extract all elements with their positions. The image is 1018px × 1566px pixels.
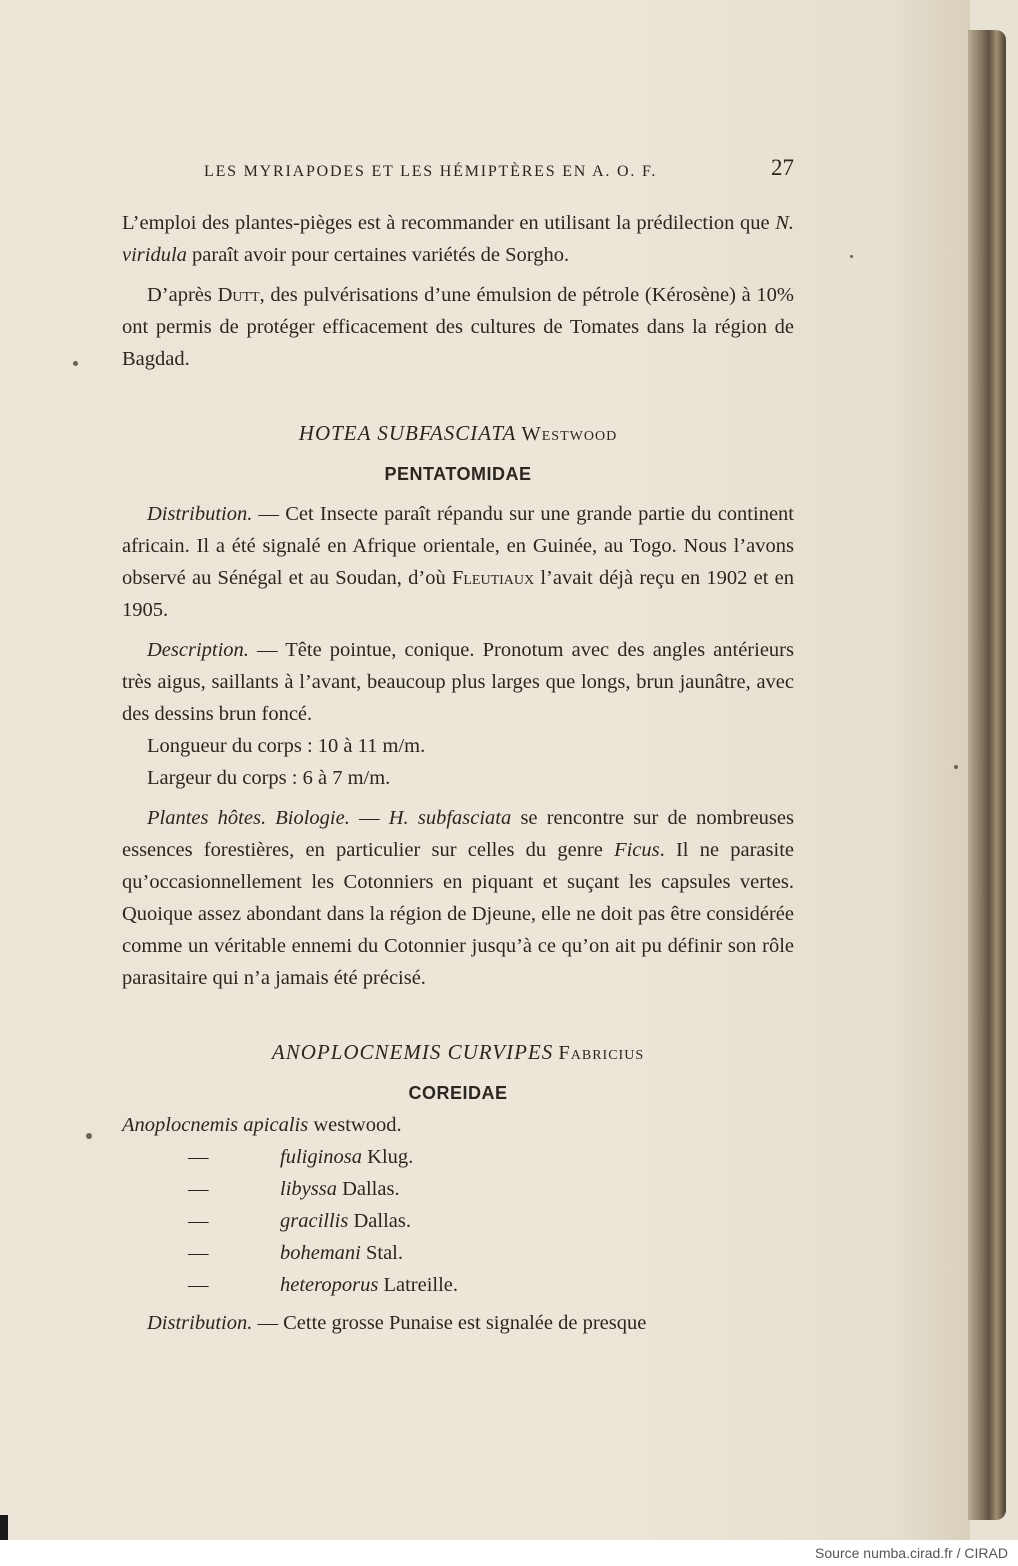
running-head-title: LES MYRIAPODES ET LES HÉMIPTÈRES EN A. O. F. — [204, 163, 658, 180]
binding-strip — [0, 1515, 8, 1540]
synonym-row: — libyssa Dallas. — [188, 1178, 400, 1200]
synonym-row: — bohemani Stal. — [188, 1242, 404, 1264]
synonym-row: — fuliginosa Klug. — [188, 1146, 414, 1168]
paragraph-distribution-anoplocnemis: Distribution. — Cette grosse Punaise est signalée de presque — [147, 1312, 647, 1334]
species-heading-hotea: HOTEA SUBFASCIATA Westwood — [298, 421, 618, 445]
running-head — [122, 155, 794, 189]
paragraph-description-hotea: Description. — Tête pointue, conique. Pronotum avec des angles antérieurs très aigus, saillants à l’avant, beaucoup plus larges que longs, brun jaunâtre, avec des dessins brun foncé. — [122, 639, 794, 725]
synonym-row: — heteroporus Latreille. — [188, 1274, 459, 1296]
source-credit: Source numba.cirad.fr / CIRAD — [815, 1545, 1008, 1561]
paper-speck — [850, 255, 853, 258]
paragraph-dutt: D’après Dutt, des pulvérisations d’une émulsion de pétrole (Kérosène) à 10% ont permis de protéger efficacement des cultures de Tomates dans la région de Bagdad. — [122, 284, 794, 370]
species-heading-anoplocnemis: ANOPLOCNEMIS CURVIPES Fabricius — [271, 1040, 645, 1064]
synonym-row: — gracillis Dallas. — [188, 1210, 411, 1232]
paper-speck — [73, 361, 78, 366]
paragraph-biology-hotea: Plantes hôtes. Biologie. — H. subfasciata se rencontre sur de nombreuses essences forestières, en particulier sur celles du genre Ficus. Il ne parasite qu’occasionnellement les Cotonniers en piquant et suçant les capsules vertes. Quoique assez abondant dans la région de Djeune, elle ne doit pas être considérée comme un véritable ennemi du Cotonnier jusqu’à ce qu’on ait pu définir son rôle parasitaire qui n’a jamais été précisé. — [122, 807, 794, 989]
page-stack-edge — [968, 30, 1006, 1520]
paragraph-distribution-hotea: Distribution. — Cet Insecte paraît répandu sur une grande partie du continent africain. Il a été signalé en Afrique orientale, en Guinée, au Togo. Nous l’avons observé au Sénégal et au Soudan, d’où Fleutiaux l’avait déjà reçu en 1902 et en 1905. — [122, 503, 794, 621]
synonym-row: Anoplocnemis apicalis westwood. — [122, 1114, 402, 1136]
species-reference: N. viridula — [122, 212, 794, 266]
author-reference: Dutt — [217, 284, 260, 306]
family-heading-pentatomidae: PENTATOMIDAE — [384, 464, 532, 484]
page-number: 27 — [771, 155, 794, 180]
body-length: Longueur du corps : 10 à 11 m/m. — [147, 735, 426, 757]
body-width: Largeur du corps : 6 à 7 m/m. — [147, 767, 391, 789]
body-text — [122, 207, 794, 1347]
paragraph-plant-traps: L’emploi des plantes-pièges est à recommander en utilisant la prédilection que N. viridula paraît avoir pour certaines variétés de Sorgho. — [122, 212, 794, 266]
family-heading-coreidae: COREIDAE — [408, 1083, 508, 1103]
paper-speck — [86, 1133, 92, 1139]
paper-speck — [954, 765, 958, 769]
